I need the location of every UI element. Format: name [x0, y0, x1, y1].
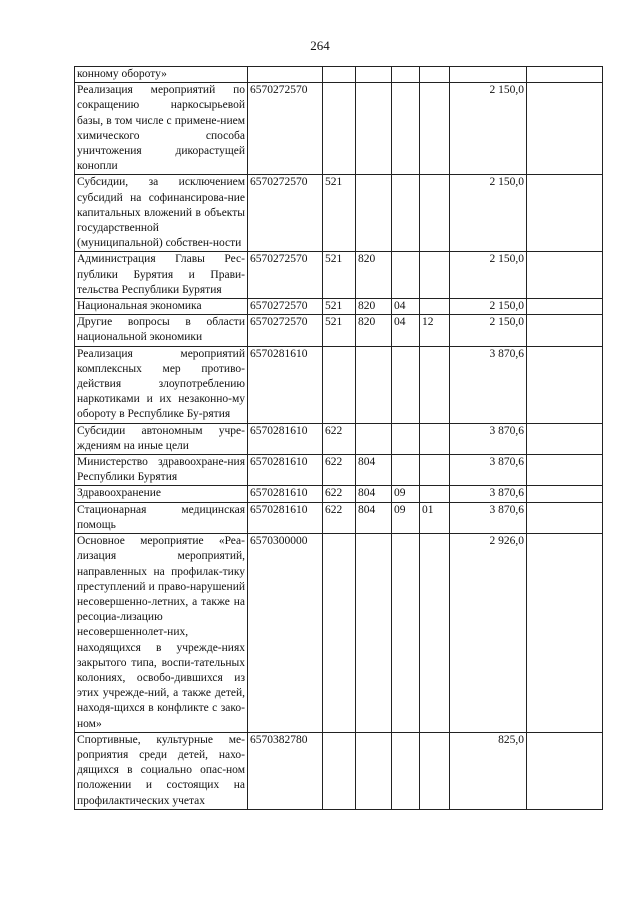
expense-type-cell: 521: [323, 315, 356, 346]
ministry-code-cell: [356, 67, 392, 83]
page-number: 264: [310, 38, 330, 53]
amount-cell: 2 150,0: [450, 299, 527, 315]
ministry-code-cell: [356, 534, 392, 733]
target-article-cell: 6570272570: [248, 299, 323, 315]
empty-cell: [527, 175, 603, 252]
amount-cell: 2 150,0: [450, 252, 527, 299]
expense-type-cell: 521: [323, 299, 356, 315]
table-row: [75, 502, 603, 533]
row-name-cell: Реализация мероприятий по сокращению наркосырьевой базы, в том числе с примене-нием химического способа уничтожения дикорастущей конопли: [75, 83, 248, 175]
section-cell: [392, 67, 420, 83]
empty-cell: [527, 732, 603, 809]
subsection-cell: 01: [420, 502, 450, 533]
expense-type-cell: [323, 346, 356, 423]
amount-cell: 825,0: [450, 732, 527, 809]
ministry-code-cell: [356, 423, 392, 454]
ministry-code-cell: [356, 732, 392, 809]
ministry-code-cell: 804: [356, 486, 392, 502]
empty-cell: [527, 252, 603, 299]
table-row: [75, 486, 603, 502]
table-row: [75, 299, 603, 315]
table-row: [75, 315, 603, 346]
expense-type-cell: 622: [323, 502, 356, 533]
table-row: [75, 732, 603, 809]
ministry-code-cell: 820: [356, 299, 392, 315]
target-article-cell: 6570281610: [248, 455, 323, 486]
expense-type-cell: 521: [323, 252, 356, 299]
amount-cell: 3 870,6: [450, 423, 527, 454]
subsection-cell: [420, 423, 450, 454]
subsection-cell: [420, 346, 450, 423]
table-body: [75, 67, 603, 810]
empty-cell: [527, 83, 603, 175]
section-cell: 04: [392, 299, 420, 315]
target-article-cell: 6570281610: [248, 346, 323, 423]
amount-cell: 3 870,6: [450, 502, 527, 533]
empty-cell: [527, 423, 603, 454]
subsection-cell: [420, 486, 450, 502]
table-row: [75, 252, 603, 299]
empty-cell: [527, 534, 603, 733]
table-row: [75, 175, 603, 252]
amount-cell: 2 926,0: [450, 534, 527, 733]
empty-cell: [527, 315, 603, 346]
ministry-code-cell: 820: [356, 252, 392, 299]
table-row: [75, 534, 603, 733]
expense-type-cell: [323, 83, 356, 175]
section-cell: [392, 252, 420, 299]
section-cell: 09: [392, 486, 420, 502]
amount-cell: 3 870,6: [450, 346, 527, 423]
target-article-cell: 6570281610: [248, 486, 323, 502]
empty-cell: [527, 67, 603, 83]
subsection-cell: [420, 732, 450, 809]
budget-table: [74, 66, 603, 810]
section-cell: [392, 83, 420, 175]
section-cell: 09: [392, 502, 420, 533]
ministry-code-cell: 804: [356, 502, 392, 533]
subsection-cell: [420, 455, 450, 486]
ministry-code-cell: 804: [356, 455, 392, 486]
amount-cell: 3 870,6: [450, 486, 527, 502]
section-cell: [392, 732, 420, 809]
empty-cell: [527, 502, 603, 533]
section-cell: [392, 346, 420, 423]
row-name-cell: Стационарная медицинская помощь: [75, 502, 248, 533]
table-row: [75, 455, 603, 486]
target-article-cell: 6570272570: [248, 175, 323, 252]
row-name-cell: Субсидии, за исключением субсидий на софинансирова-ние капитальных вложений в объекты государственной (муниципальной) собствен-ности: [75, 175, 248, 252]
target-article-cell: 6570281610: [248, 502, 323, 533]
amount-cell: 2 150,0: [450, 175, 527, 252]
row-name-cell: Субсидии автономным учре-ждениям на иные цели: [75, 423, 248, 454]
target-article-cell: [248, 67, 323, 83]
target-article-cell: 6570272570: [248, 252, 323, 299]
target-article-cell: 6570382780: [248, 732, 323, 809]
subsection-cell: [420, 175, 450, 252]
expense-type-cell: 622: [323, 486, 356, 502]
section-cell: [392, 534, 420, 733]
amount-cell: [450, 67, 527, 83]
table-row: [75, 67, 603, 83]
empty-cell: [527, 346, 603, 423]
expense-type-cell: 521: [323, 175, 356, 252]
target-article-cell: 6570281610: [248, 423, 323, 454]
target-article-cell: 6570272570: [248, 315, 323, 346]
table-row: [75, 83, 603, 175]
ministry-code-cell: 820: [356, 315, 392, 346]
subsection-cell: [420, 67, 450, 83]
row-name-cell: конному обороту»: [75, 67, 248, 83]
row-name-cell: Другие вопросы в области национальной экономики: [75, 315, 248, 346]
ministry-code-cell: [356, 346, 392, 423]
section-cell: 04: [392, 315, 420, 346]
row-name-cell: Спортивные, культурные ме-роприятия среди детей, нахо-дящихся в социально опас-ном положении и состоящих на профилактических учетах: [75, 732, 248, 809]
amount-cell: 3 870,6: [450, 455, 527, 486]
row-name-cell: Национальная экономика: [75, 299, 248, 315]
expense-type-cell: 622: [323, 423, 356, 454]
amount-cell: 2 150,0: [450, 83, 527, 175]
row-name-cell: Реализация мероприятий комплексных мер противо-действия злоупотреблению наркотиками и их незаконно-му обороту в Республике Бу-рятия: [75, 346, 248, 423]
amount-cell: 2 150,0: [450, 315, 527, 346]
row-name-cell: Здравоохранение: [75, 486, 248, 502]
empty-cell: [527, 299, 603, 315]
subsection-cell: [420, 299, 450, 315]
subsection-cell: 12: [420, 315, 450, 346]
target-article-cell: 6570272570: [248, 83, 323, 175]
expense-type-cell: [323, 67, 356, 83]
ministry-code-cell: [356, 83, 392, 175]
row-name-cell: Министерство здравоохране-ния Республики Бурятия: [75, 455, 248, 486]
section-cell: [392, 455, 420, 486]
section-cell: [392, 423, 420, 454]
subsection-cell: [420, 252, 450, 299]
table-row: [75, 423, 603, 454]
expense-type-cell: 622: [323, 455, 356, 486]
row-name-cell: Основное мероприятие «Реа-лизация мероприятий, направленных на профилак-тику преступлений и право-нарушений несовершенно-летних, а также на ресоциа-лизацию несовершеннолет-них, находящихся в учрежде-ниях закрытого типа, воспи-тательных колониях, освобо-дившихся из этих учрежде-ний, а также детей, находя-щихся в конфликте с зако-ном»: [75, 534, 248, 733]
subsection-cell: [420, 83, 450, 175]
table-row: [75, 346, 603, 423]
expense-type-cell: [323, 534, 356, 733]
row-name-cell: Администрация Главы Рес-публики Бурятия и Прави-тельства Республики Бурятия: [75, 252, 248, 299]
ministry-code-cell: [356, 175, 392, 252]
subsection-cell: [420, 534, 450, 733]
target-article-cell: 6570300000: [248, 534, 323, 733]
section-cell: [392, 175, 420, 252]
empty-cell: [527, 486, 603, 502]
expense-type-cell: [323, 732, 356, 809]
empty-cell: [527, 455, 603, 486]
